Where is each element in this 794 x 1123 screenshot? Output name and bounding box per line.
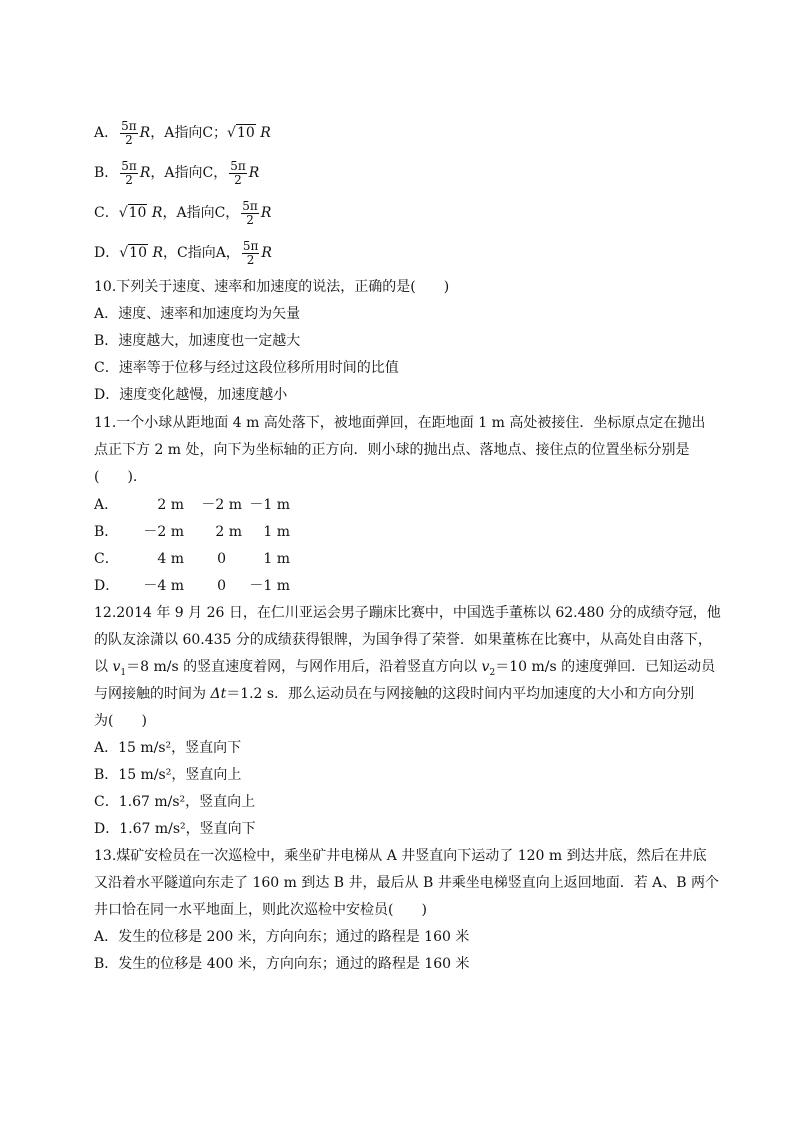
q9-option-a <box>94 120 271 146</box>
denominator: 2 <box>125 132 133 147</box>
option-label: D． <box>94 578 120 594</box>
numerator: 5π <box>242 239 259 253</box>
option-label: C． <box>94 205 119 222</box>
coord-throw: 2 m <box>157 497 184 513</box>
q10-stem: 10.下列关于速度、速率和加速度的说法，正确的是( ) <box>94 279 450 295</box>
option-text: ，C指向A， <box>162 245 240 262</box>
denominator: 2 <box>246 212 254 227</box>
numerator: 5π <box>121 119 137 133</box>
fraction <box>242 240 260 266</box>
subscript: 1 <box>120 667 127 678</box>
q12-stem-line-2: 的队友涂潇以 60.435 分的成绩获得银牌，为国争得了荣誉．如果董栋在比赛中，从高处自由落下， <box>94 632 712 648</box>
numerator: 5π <box>230 159 246 173</box>
q10-option-a: A．速度、速率和加速度均为矢量 <box>94 306 301 322</box>
q9-option-d <box>94 240 272 266</box>
text: ＝8 m/s 的竖直速度着网，与网作用后，沿着竖直方向以 <box>126 659 482 675</box>
text: ＝1.2 s．那么运动员在与网接触的这段时间内平均加速度的大小和方向分别 <box>226 686 695 702</box>
text: 与网接触的时间为 <box>94 686 211 702</box>
var-r: R <box>139 125 151 142</box>
q12-option-b: B．15 m/s²，竖直向上 <box>94 767 242 783</box>
radicand: 10 <box>129 245 147 262</box>
sqrt <box>119 206 148 220</box>
option-text: ，A指向C， <box>150 165 228 182</box>
numerator: 5π <box>242 199 258 213</box>
q9-option-c <box>94 200 271 226</box>
var-delta-t: Δt <box>210 686 227 702</box>
coord-catch: －1 m <box>249 497 290 513</box>
coord-land: 0 <box>217 551 226 567</box>
var-v: v <box>112 659 121 675</box>
var-r: R <box>248 165 260 182</box>
option-label: B． <box>94 524 119 540</box>
numerator: 5π <box>121 159 137 173</box>
q12-stem-line-3 <box>94 660 715 678</box>
q9-option-b <box>94 160 259 186</box>
coord-land: 2 m <box>215 524 242 540</box>
text: ＝10 m/s 的速度弹回．已知运动员 <box>495 659 716 675</box>
q10-option-b: B．速度越大，加速度也一定越大 <box>94 333 301 349</box>
q13-stem-line-2: 又沿着水平隧道向东走了 160 m 到达 B 井，最后从 B 井乘坐电梯竖直向上返回地面．若 A、B 两个 <box>94 875 720 891</box>
coord-land: 0 <box>217 578 226 594</box>
var-r: R <box>139 165 151 182</box>
denominator: 2 <box>125 172 133 187</box>
var-r: R <box>261 245 272 262</box>
q11-stem-line-1: 11.一个小球从距地面 4 m 高处落下，被地面弹回，在距地面 1 m 高处被接住．坐标原点定在抛出 <box>94 415 706 431</box>
q13-option-a: A．发生的位移是 200 米，方向向东；通过的路程是 160 米 <box>94 929 470 945</box>
q12-option-a: A．15 m/s²，竖直向下 <box>94 740 242 756</box>
q11-option-c <box>94 552 290 566</box>
coord-land: －2 m <box>201 497 242 513</box>
coord-throw: －4 m <box>143 578 184 594</box>
q12-stem-line-4 <box>94 687 694 701</box>
coord-throw: 4 m <box>157 551 184 567</box>
fraction <box>120 160 138 186</box>
coord-throw: －2 m <box>143 524 184 540</box>
coord-catch: 1 m <box>263 524 290 540</box>
option-text: ，A指向C， <box>162 205 240 222</box>
var-r: R <box>260 125 271 142</box>
radicand: 10 <box>236 125 255 142</box>
q13-option-b: B．发生的位移是 400 米，方向向东；通过的路程是 160 米 <box>94 956 470 972</box>
q11-option-a <box>94 498 290 512</box>
denominator: 2 <box>234 172 242 187</box>
denominator: 2 <box>246 252 255 267</box>
subscript: 2 <box>489 667 496 678</box>
coord-catch: 1 m <box>263 551 290 567</box>
var-v: v <box>481 659 490 675</box>
option-label: B． <box>94 165 119 182</box>
q11-option-b <box>94 525 290 539</box>
q12-option-d: D．1.67 m/s²，竖直向下 <box>94 821 256 837</box>
text: 以 <box>94 659 113 675</box>
sqrt-sign: √ <box>119 245 129 262</box>
q12-stem-line-1: 12.2014 年 9 月 26 日，在仁川亚运会男子蹦床比赛中，中国选手董栋以 62.480 分的成绩夺冠，他 <box>94 605 721 621</box>
radicand: 10 <box>128 205 147 222</box>
sqrt-sign: √ <box>227 125 236 142</box>
q10-option-d: D．速度变化越慢，加速度越小 <box>94 387 288 403</box>
coord-catch: －1 m <box>249 578 290 594</box>
var-r: R <box>260 205 272 222</box>
option-label: A． <box>94 497 119 513</box>
option-label: C． <box>94 551 119 567</box>
q13-stem-line-1: 13.煤矿安检员在一次巡检中，乘坐矿井电梯从 A 井竖直向下运动了 120 m 到达井底，然后在井底 <box>94 848 707 864</box>
q11-option-d <box>94 579 290 593</box>
q11-stem-line-2: 点正下方 2 m 处，向下为坐标轴的正方向．则小球的抛出点、落地点、接住点的位置坐标分别是 <box>94 442 690 458</box>
sqrt <box>119 246 148 260</box>
sqrt <box>227 126 256 140</box>
sqrt-sign: √ <box>118 205 128 222</box>
option-label: D． <box>94 245 120 262</box>
q13-stem-line-3: 井口恰在同一水平地面上，则此次巡检中安检员( ) <box>94 902 427 918</box>
q12-option-c: C．1.67 m/s²，竖直向上 <box>94 794 256 810</box>
fraction <box>229 160 247 186</box>
q11-stem-line-3: ( ). <box>94 469 138 485</box>
fraction <box>120 120 138 146</box>
var-r: R <box>151 205 163 222</box>
fraction <box>241 200 259 226</box>
var-r: R <box>152 245 163 262</box>
q10-option-c: C．速率等于位移与经过这段位移所用时间的比值 <box>94 360 399 376</box>
option-text: ，A指向C； <box>150 125 228 142</box>
q12-stem-line-5: 为( ) <box>94 713 147 729</box>
option-label: A． <box>94 125 119 142</box>
